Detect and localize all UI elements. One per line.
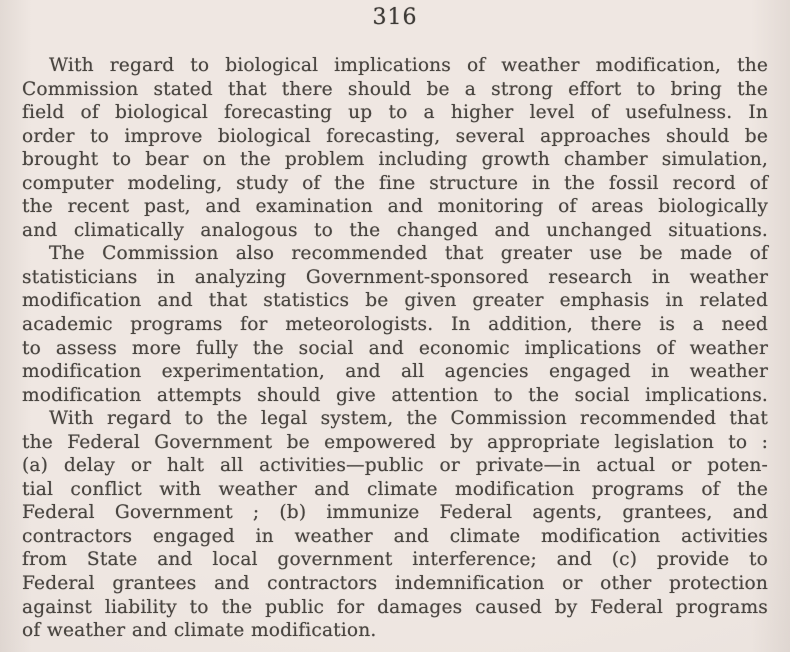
- text-line: Commission stated that there should be a strong effort to bring the: [22, 78, 768, 100]
- paragraph: [22, 407, 768, 642]
- text-line: academic programs for meteorologists. In addition, there is a need: [22, 314, 768, 336]
- text-line: With regard to the legal system, the Commission recommended that: [49, 408, 768, 430]
- text-line: the Federal Government be empowered by appropriate legislation to :: [22, 431, 768, 453]
- text-line: computer modeling, study of the fine structure in the fossil record of: [22, 172, 768, 194]
- text-line: from State and local government interference; and (c) provide to: [22, 549, 768, 571]
- text-block: [22, 54, 768, 643]
- text-line: modification experimentation, and all agencies engaged in weather: [22, 361, 768, 383]
- text-line: statisticians in analyzing Government-sponsored research in weather: [22, 266, 768, 288]
- text-line: contractors engaged in weather and climate modification activities: [22, 525, 768, 547]
- text-line: With regard to biological implications of weather modification, the: [49, 55, 768, 76]
- page-number: 316: [372, 5, 418, 30]
- paragraph: [22, 54, 768, 242]
- text-line: order to improve biological forecasting, several approaches should be: [22, 125, 768, 147]
- text-line: field of biological forecasting up to a higher level of usefulness. In: [22, 102, 768, 124]
- text-line: and climatically analogous to the changed and unchanged situations.: [22, 219, 768, 241]
- text-line: (a) delay or halt all activities—public or private—in actual or poten-: [22, 455, 768, 477]
- text-line: brought to bear on the problem including growth chamber simulation,: [22, 149, 768, 171]
- text-line: Federal grantees and contractors indemnification or other protection: [22, 573, 768, 595]
- text-line: to assess more fully the social and economic implications of weather: [22, 337, 768, 359]
- text-line: Federal Government ; (b) immunize Federal agents, grantees, and: [22, 502, 768, 524]
- text-line: of weather and climate modification.: [22, 620, 377, 642]
- text-line: modification attempts should give attention to the social implications.: [22, 384, 768, 406]
- paragraph: [22, 242, 768, 407]
- text-line: The Commission also recommended that greater use be made of: [49, 243, 768, 265]
- text-line: tial conflict with weather and climate modification programs of the: [22, 478, 768, 500]
- text-line: modification and that statistics be given greater emphasis in related: [22, 290, 768, 312]
- text-line: the recent past, and examination and monitoring of areas biologically: [22, 196, 768, 218]
- text-line: against liability to the public for damages caused by Federal programs: [22, 596, 768, 618]
